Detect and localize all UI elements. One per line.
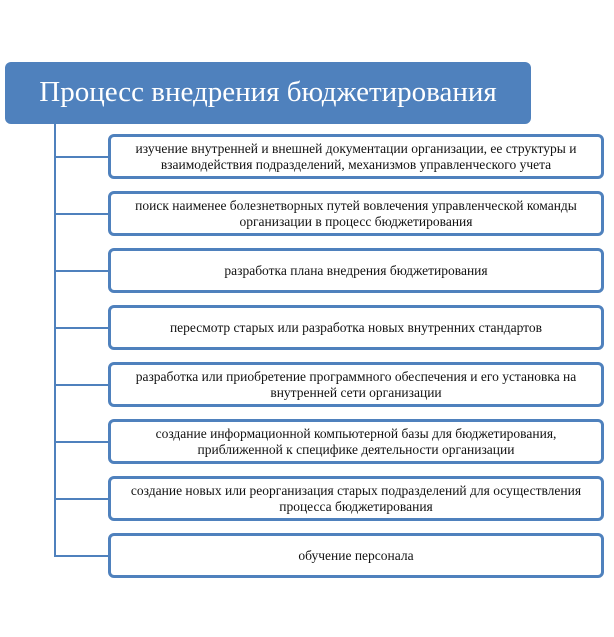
step-box-8: обучение персонала <box>108 533 604 578</box>
connector-step-2 <box>54 213 109 215</box>
step-box-4: пересмотр старых или разработка новых внутренних стандартов <box>108 305 604 350</box>
step-box-3: разработка плана внедрения бюджетирования <box>108 248 604 293</box>
step-box-6: создание информационной компьютерной базы для бюджетирования, приближенной к специфике деятельности организации <box>108 419 604 464</box>
connector-step-5 <box>54 384 109 386</box>
vertical-connector-line <box>54 124 56 556</box>
step-box-7: создание новых или реорганизация старых подразделений для осуществления процесса бюджетирования <box>108 476 604 521</box>
connector-step-1 <box>54 156 109 158</box>
step-box-2: поиск наименее болезнетворных путей вовлечения управленческой команды организации в процесс бюджетирования <box>108 191 604 236</box>
step-box-1: изучение внутренней и внешней документации организации, ее структуры и взаимодействия подразделений, механизмов управленческого учета <box>108 134 604 179</box>
connector-step-8 <box>54 555 109 557</box>
step-box-5: разработка или приобретение программного обеспечения и его установка на внутренней сети организации <box>108 362 604 407</box>
connector-step-6 <box>54 441 109 443</box>
connector-step-7 <box>54 498 109 500</box>
connector-step-3 <box>54 270 109 272</box>
connector-step-4 <box>54 327 109 329</box>
diagram-title: Процесс внедрения бюджетирования <box>5 62 531 124</box>
